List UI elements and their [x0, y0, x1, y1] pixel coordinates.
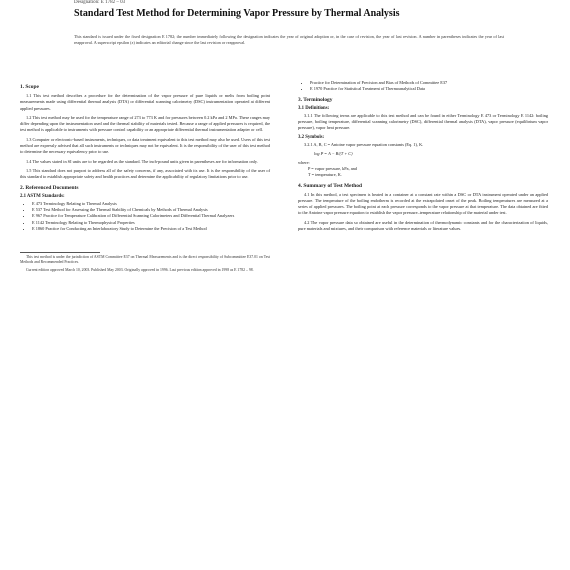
- list-item: • E 1970 Practice for Statistical Treatment of Thermoanalytical Data: [310, 86, 548, 92]
- list-item: • Practice for Determination of Precision and Bias of Methods of Committee E37: [310, 80, 548, 86]
- paragraph: 4.1 In this method, a test specimen is heated in a container at a constant rate within a DSC or DTA instrument operated under an applied pressure. The temperature of the boiling endotherm is recorded at the extrapolated onset of the peak. Boiling temperatures are measured at a series of applied pressures. The boiling point at each pressure corresponds to the vapor pressure at that temperature. The data obtained are fitted to the Antoine vapor pressure equation to establish the vapor pressure–temperature relationship of the material under test.: [298, 191, 548, 216]
- section-heading-scope: 1. Scope: [20, 84, 39, 90]
- list-item: P = vapor pressure, kPa, and: [308, 165, 357, 171]
- paragraph: 1.5 This standard does not purport to address all of the safety concerns, if any, associated with its use. It is the responsibility of the user of this standard to establish appropriate safety and health practices and determine the applicability of regulatory limitations prior to use.: [20, 167, 270, 180]
- subheading: 3.2 Symbols:: [298, 134, 325, 140]
- section-heading-referenced-documents: 2. Referenced Documents: [20, 184, 79, 191]
- reference-list: [20, 201, 270, 232]
- antoine-equation: log P = A − B/(T + C): [314, 151, 353, 157]
- issuance-note: This standard is issued under the fixed designation E 1782; the number immediately following the designation indicates the year of original adoption or, in the case of revision, the year of last revision. A number in parentheses indicates the year of last reapproval. A superscript epsilon (ε) indicates an editorial change since the last revision or reapproval.: [74, 34, 504, 45]
- list-item: • E 537 Test Method for Assessing the Thermal Stability of Chemicals by Methods of Thermal Analysis: [32, 207, 270, 213]
- footnote: Current edition approved March 10, 2003. Published May 2003. Originally approved in 1996. Last previous edition approved in 1998 as E 1782 – 98.: [26, 268, 254, 273]
- paragraph: 3.2.1 A, B, C = Antoine vapor pressure equation constants (Eq. 1), K.: [304, 142, 424, 148]
- paragraph: 3.1.1 The following terms are applicable to this test method and can be found in either Terminology E 473 or Terminology E 1142: boiling pressure, boiling temperature, differential scanning calorimetry (DSC), differential thermal analysis (DTA), vapor pressure (equilibrium vapor pressure), vapor heat pressure.: [298, 112, 548, 131]
- list-item: • E 1860 Practice for Conducting an Interlaboratory Study to Determine the Precision of a Test Method: [32, 226, 270, 232]
- document-title: Standard Test Method for Determining Vapor Pressure by Thermal Analysis: [74, 8, 400, 19]
- where-label: where:: [298, 159, 310, 165]
- list-item: • E 473 Terminology Relating to Thermal Analysis: [32, 201, 270, 207]
- section-heading-summary: 4. Summary of Test Method: [298, 182, 362, 189]
- paragraph: 1.1 This test method describes a procedure for the determination of the vapor pressure of pure liquids or melts from boiling point measurements made using differential thermal analysis (DTA) or differential scanning calorimetry (DSC) instrumentation operated at different applied pressures.: [20, 93, 270, 111]
- subheading: 3.1 Definitions:: [298, 105, 330, 111]
- paragraph: 1.2 This test method may be used for the temperature range of 273 to 773 K and for pressures between 0.2 kPa and 2 MPa. These ranges may differ depending upon the instrumentation used and the thermal stability of materials tested. Because a range of applied pressures is required, the test method is applicable to instruments with pressure control capability or an appropriate differential thermal instrumentation adapter or cell.: [20, 114, 270, 133]
- paragraph: 1.3 Computer or electronic-based instruments, techniques, or data treatment equivalent to this test method may also be used. Users of this test method are expressly advised that all such instruments or techniques may not be equivalent. It is the responsibility of the user of this test method to determine the necessary equivalency prior to use.: [20, 136, 270, 155]
- section-heading-terminology: 3. Terminology: [298, 96, 333, 103]
- left-column: [20, 80, 270, 276]
- list-item: • E 1142 Terminology Relating to Thermophysical Properties: [32, 220, 270, 226]
- list-item: • E 967 Practice for Temperature Calibration of Differential Scanning Calorimeters and Differential Thermal Analyzers: [32, 213, 270, 219]
- paragraph: 1.4 The values stated in SI units are to be regarded as the standard. The inch-pound units given in parentheses are for information only.: [26, 158, 258, 164]
- reference-list-continued: [298, 80, 548, 93]
- list-item: T = temperature, K.: [308, 172, 342, 178]
- paragraph: 4.2 The vapor pressure data so obtained are useful in the determination of thermodynamic constants and for the characterization of liquids, pure materials and mixtures, and their comparison with reference materials or literature values.: [298, 219, 548, 232]
- where-list: [308, 166, 548, 179]
- subheading: 2.1 ASTM Standards:: [20, 193, 65, 199]
- designation: Designation: E 1782 – 03: [74, 0, 126, 5]
- right-column: [298, 80, 548, 235]
- footnote: This test method is under the jurisdiction of ASTM Committee E37 on Thermal Measurements and is the direct responsibility of Subcommittee E37.01 on Test Methods and Recommended Practices.: [20, 255, 270, 265]
- footnote-divider: [20, 252, 100, 253]
